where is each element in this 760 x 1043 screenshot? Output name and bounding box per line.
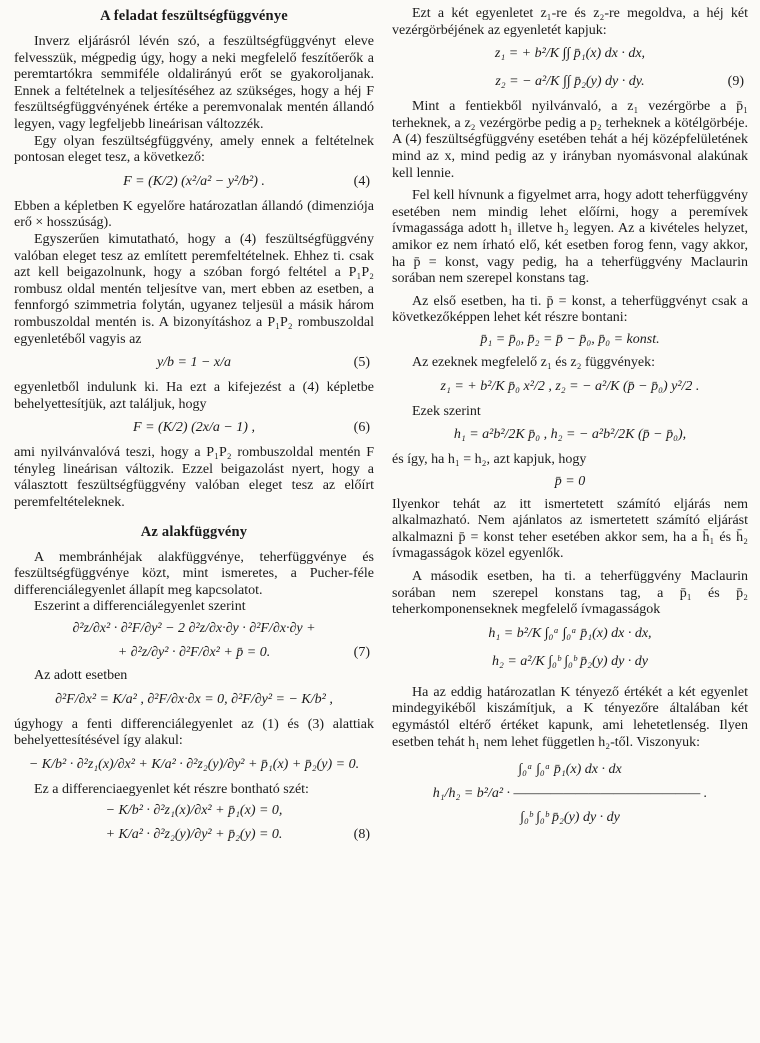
paragraph: Egy olyan feszültségfüggvény, amely ennek a feltételnek pontosan eleget tesz, a következő: [14, 133, 374, 166]
paragraph: A második esetben, ha ti. a teherfüggvény Maclaurin sorában nem szerepel konstans tag, a p̄₁ és p̄₂ teherkomponenseknek megfelelő ívmagasságok [392, 569, 748, 618]
paragraph: Az első esetben, ha ti. p̄ = konst, a teherfüggvényt csak a következőképpen lehet két részre bontani: [392, 293, 748, 326]
equation-9-line1: z₁ = + b²/K ∫∫ p̄₁(x) dx · dx, [494, 46, 646, 62]
equation-4: F = (K/2) (x²/a² − y²/b²) . (4) [123, 173, 370, 189]
paragraph: úgyhogy a fenti differenciálegyenlet az (1) és (3) alattiak behelyettesítésével így alakul: [14, 716, 374, 749]
equation-h2-integral: h₂ = a²/K ∫₀ᵇ ∫₀ᵇ p̄₂(y) dy · dy [491, 653, 648, 669]
paragraph: Eszerint a differenciálegyenlet szerint [34, 599, 246, 615]
right-column [392, 6, 748, 833]
equation-6: F = (K/2) (2x/a − 1) , (6) [133, 420, 370, 436]
equation-7-line2: + ∂²z/∂y² · ∂²F/∂x² + p̄ = 0. (7) [117, 645, 370, 661]
section-heading-stress-function: A feladat feszültségfüggvénye [100, 8, 288, 24]
paragraph: és így, ha h₁ = h₂, azt kapjuk, hogy [392, 452, 587, 468]
paragraph: Fel kell hívnunk a figyelmet arra, hogy adott teherfüggvény esetében nem mindig lehet előírni, hogy a peremívek ívmagassága adott h₁ illetve h₂ legyen. Az a kivételes helyzet, amikor ez nem írható elő, két esetben forog fenn, vagy akkor, ha p̄ = konst, vagy pedig, ha a teherfüggvény Maclaurin sorában nem szerepel konstans tag. [392, 188, 748, 287]
equation-substituted: − K/b² · ∂²z₁(x)/∂x² + K/a² · ∂²z₂(y)/∂y² + p̄₁(x) + p̄₂(y) = 0. [28, 756, 360, 772]
equation-8-line2: + K/a² · ∂²z₂(y)/∂y² + p̄₂(y) = 0. (8) [105, 827, 370, 843]
paragraph: Ez a differenciaegyenlet két részre bontható szét: [34, 781, 309, 797]
paragraph: Mint a fentiekből nyilvánvaló, a z₁ vezérgörbe a p̄₁ terheknek, a z₂ vezérgörbe pedig a p₂ terheknek a kötélgörbéje. A (4) feszültségfüggvény esetében tehát a héj középfelületének mind az x, mind pedig az y irányban nyomásvonal alakúnak kell lennie. [392, 99, 748, 181]
equation-5: y/b = 1 − x/a (5) [156, 355, 370, 371]
equation-h-values: h₁ = a²b²/2K p̄₀ , h₂ = − a²b²/2K (p̄ − p̄₀), [453, 427, 687, 443]
equation-load-split: p̄₁ = p̄₀, p̄₂ = p̄ − p̄₀, p̄₀ = konst. [480, 331, 660, 347]
equation-p-zero: p̄ = 0 [554, 473, 586, 489]
equation-7-line1: ∂²z/∂x² · ∂²F/∂y² − 2 ∂²z/∂x·∂y · ∂²F/∂x·∂y + [72, 621, 316, 637]
paragraph: Ebben a képletben K egyelőre határozatlan állandó (dimenziója erő × hosszúság). [14, 198, 374, 231]
left-column [14, 6, 374, 850]
equation-derivatives: ∂²F/∂x² = K/a² , ∂²F/∂x·∂x = 0, ∂²F/∂y² = − K/b² , [55, 691, 333, 707]
paragraph: Inverz eljárásról lévén szó, a feszültségfüggvényt eleve felvesszük, mégpedig úgy, hogy a neki megfelelő feszítőerők a peremtartókra semmiféle oldalirányú erőt se gyakoroljanak. Ennek a feltételnek a teljesítéséhez az szükséges, hogy a héj F feszültségfüggvényének értéke a peremvonalak mentén állandó legyen, vagy legfeljebb lineárisan változzék. [14, 34, 374, 132]
paragraph: Ezek szerint [412, 403, 481, 419]
section-heading-shape-function: Az alakfüggvény [140, 523, 248, 540]
equation-9-line2: z₂ = − a²/K ∫∫ p̄₂(y) dy · dy. (9) [495, 74, 744, 90]
equation-ratio: h₁/h₂ = b²/a² · ——————————————— . [432, 786, 708, 802]
paragraph: egyenletből indulunk ki. Ha ezt a kifejezést a (4) képletbe behelyettesítjük, azt találjuk, hogy [14, 380, 374, 412]
paragraph: Az adott esetben [34, 668, 128, 684]
equation-ratio-numerator: ∫₀ᵃ ∫₀ᵃ p̄₁(x) dx · dx [518, 762, 622, 778]
paragraph: A membránhéjak alakfüggvénye, teherfüggvénye és feszültségfüggvénye közt, mint ismeretes, a Pucher-féle differenciálegyenlet állapít meg kapcsolatot. [14, 549, 374, 598]
equation-z-functions: z₁ = + b²/K p̄₀ x²/2 , z₂ = − a²/K (p̄ − p̄₀) y²/2 . [440, 378, 700, 394]
equation-h1-integral: h₁ = b²/K ∫₀ᵃ ∫₀ᵃ p̄₁(x) dx · dx, [488, 625, 652, 641]
paragraph: Ezt a két egyenletet z₁-re és z₂-re megoldva, a héj két vezérgörbéjének az egyenletét kapjuk: [392, 6, 748, 38]
equation-ratio-denominator: ∫₀ᵇ ∫₀ᵇ p̄₂(y) dy · dy [520, 810, 620, 826]
paragraph: ami nyilvánvalóvá teszi, hogy a P₁P₂ rombuszoldal mentén F tényleg lineárisan változik. Ezzel beigazolást nyert, hogy a választott feszültségfüggvény valóban eleget tesz az előírt peremfeltételeknek. [14, 445, 374, 511]
paragraph: Ilyenkor tehát az itt ismertetett számító eljárás nem alkalmazható. Nem ajánlatos az ismertetett számító eljárást alkalmazni p̄ = konst teher esetében akkor sem, ha a h̄₁ és h̄₂ ívmagasságok közel egyenlők. [392, 496, 748, 562]
equation-8-line1: − K/b² · ∂²z₁(x)/∂x² + p̄₁(x) = 0, [105, 803, 283, 819]
paragraph: Egyszerűen kimutatható, hogy a (4) feszültségfüggvény valóban eleget tesz az említett peremfeltételnek. Ehhez ti. csak azt kell beigazolnunk, hogy a szóban forgó feltétel a P₁P₂ rombusz oldal mentén teljesítve van, mert ebben az esetben, a fennforgó szimmetria folytán, ugyanez teljesül a másik három rombuszoldal mentén is. A bizonyításhoz a P₁P₂ rombuszoldal egyenletéből vagyis az [14, 231, 374, 347]
paragraph: Az ezeknek megfelelő z₁ és z₂ függvények: [412, 354, 655, 370]
paragraph: Ha az eddig határozatlan K tényező értékét a két egyenlet mindegyikéből kiszámítjuk, a K tényezőre általában két egymástól eltérő értéket kapunk, ami lehetetlenség. Ilyen esetben tehát h₁ nem lehet független h₂-től. Viszonyuk: [392, 684, 748, 750]
